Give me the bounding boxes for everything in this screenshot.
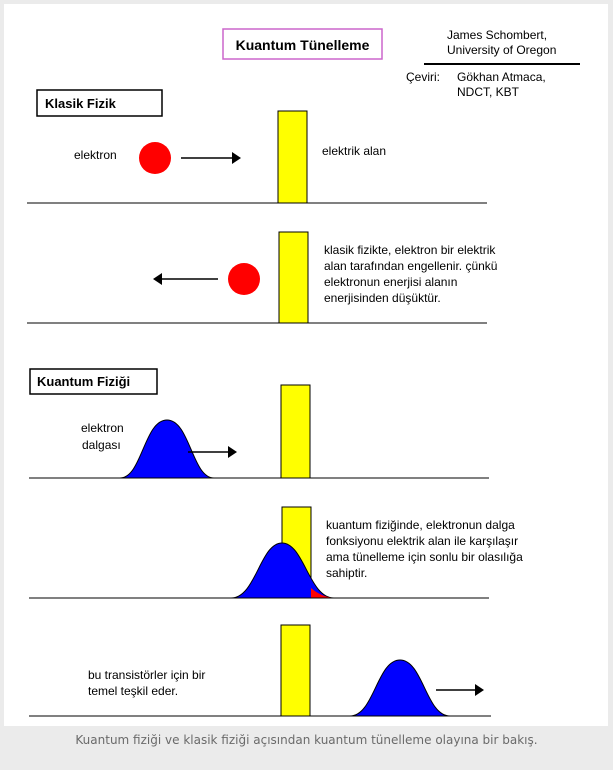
arrow-left-2-head xyxy=(153,273,162,285)
diagram-canvas xyxy=(4,4,608,726)
electron-wave-4 xyxy=(231,543,334,598)
institution: University of Oregon xyxy=(447,43,557,57)
conclusion-line-1: bu transistörler için bir xyxy=(88,668,206,682)
classical-explanation-line-2: alan tarafından engellenir. çünkü xyxy=(324,259,498,273)
wave-label-line-1: elektron xyxy=(81,421,124,435)
barrier-2 xyxy=(279,232,308,323)
classical-header: Klasik Fizik xyxy=(45,96,116,111)
conclusion-line-2: temel teşkil eder. xyxy=(88,684,179,698)
electron-wave-3 xyxy=(120,420,214,478)
classical-explanation-line-4: enerjisinden düşüktür. xyxy=(324,291,441,305)
translation-label: Çeviri: xyxy=(406,70,441,84)
diagram-title: Kuantum Tünelleme xyxy=(235,37,370,53)
barrier-3 xyxy=(281,385,310,478)
author: James Schombert, xyxy=(447,28,548,42)
tunneling-diagram xyxy=(4,4,608,726)
electron-particle-1 xyxy=(139,142,171,174)
classical-explanation-line-3: elektronun enerjisi alanın xyxy=(324,275,458,289)
arrow-right-5-head xyxy=(475,684,484,696)
barrier-1 xyxy=(278,111,307,203)
quantum-explanation-line-3: ama tünelleme için sonlu bir olasılığa xyxy=(326,550,523,564)
arrow-right-3-head xyxy=(228,446,237,458)
barrier-5 xyxy=(281,625,310,716)
electron-label: elektron xyxy=(74,148,117,162)
quantum-header: Kuantum Fiziği xyxy=(37,374,131,389)
translator: Gökhan Atmaca, xyxy=(457,70,546,84)
figure-caption: Kuantum fiziği ve klasik fiziği açısından kuantum tünelleme olayına bir bakış. xyxy=(75,733,538,747)
arrow-right-1-head xyxy=(232,152,241,164)
quantum-explanation-line-2: fonksiyonu elektrik alan ile karşılaşır xyxy=(326,534,519,548)
electron-wave-5 xyxy=(350,660,450,716)
quantum-explanation-line-4: sahiptir. xyxy=(326,566,368,580)
barrier-label: elektrik alan xyxy=(322,144,387,158)
wave-label-line-2: dalgası xyxy=(82,438,121,452)
translator-org: NDCT, KBT xyxy=(457,85,520,99)
quantum-explanation-line-1: kuantum fiziğinde, elektronun dalga xyxy=(326,518,515,532)
electron-particle-2 xyxy=(228,263,260,295)
classical-explanation-line-1: klasik fizikte, elektron bir elektrik xyxy=(324,243,496,257)
